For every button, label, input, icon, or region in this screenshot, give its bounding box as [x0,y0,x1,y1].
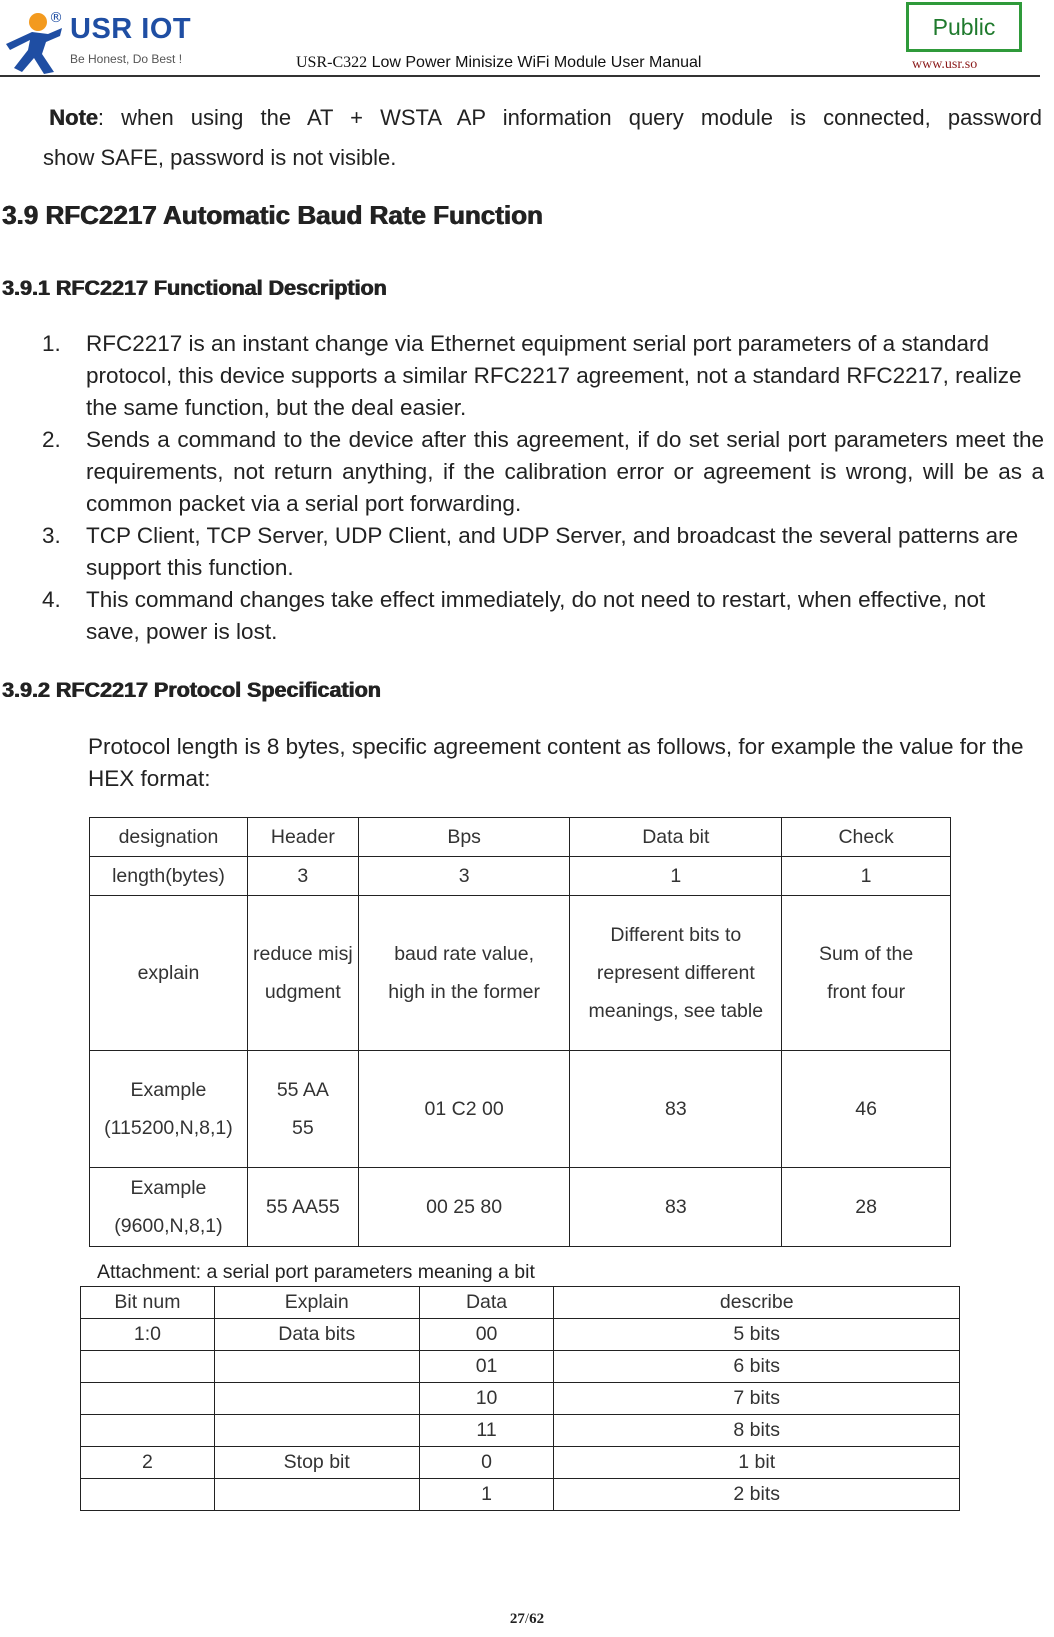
note-line-2: show SAFE, password is not visible. [43,145,397,170]
table-header-row [81,1287,960,1319]
current-page: 27 [509,1611,525,1627]
subsection-heading-functional: 3.9.1 RFC2217 Functional Description [2,276,387,300]
header-cell: Data [419,1287,554,1319]
brand-slogan: Be Honest, Do Best ! [70,52,183,66]
manual-title: Low Power Minisize WiFi Module User Manual [371,54,702,71]
table-cell: 10 [419,1383,554,1415]
table-cell [81,1415,215,1447]
header-cell: Explain [214,1287,419,1319]
header-cell: Data bit [570,818,782,857]
page-header [0,0,1054,80]
section-heading: 3.9 RFC2217 Automatic Baud Rate Function [2,200,543,230]
note-paragraph [43,98,1042,178]
model-number: USR-C322 [296,54,368,71]
description-list [42,328,1044,648]
table-cell: 1:0 [81,1319,215,1351]
table-cell: 11 [419,1415,554,1447]
table-cell: 46 [782,1051,951,1168]
protocol-intro: Protocol length is 8 bytes, specific agreement content as follows, for example the value for the HEX format: [88,734,1024,791]
table-row [90,857,951,896]
header-cell: Bps [358,818,570,857]
table-cell: 2 [81,1447,215,1479]
table-cell: Example (115200,N,8,1) [90,1051,248,1168]
table-cell [214,1479,419,1511]
table-row [90,1168,951,1247]
brand-name: USR IOT [70,13,192,45]
header-cell: describe [554,1287,960,1319]
list-item-number: 2. [42,427,61,452]
table-cell: 83 [570,1168,782,1247]
table-cell [214,1415,419,1447]
table-cell: length(bytes) [90,857,248,896]
public-badge: Public [906,2,1022,52]
table-cell: 5 bits [554,1319,960,1351]
table-cell [81,1383,215,1415]
table-header-row [90,818,951,857]
table-cell: 55 AA55 [247,1168,358,1247]
table-cell: 01 [419,1351,554,1383]
table-cell: Different bits to represent different meanings, see table [570,896,782,1051]
table-cell: 1 [419,1479,554,1511]
page-separator: / [524,1611,530,1627]
list-item-text: Sends a command to the device after this agreement, if do set serial port parameters meet the requirements, not return anything, if the calibration error or agreement is wrong, will be as a common packet via a serial port forwarding. [86,427,1044,516]
serial-parameter-table [80,1286,960,1511]
list-item [42,520,1044,584]
table-cell [214,1351,419,1383]
table-cell: 1 [570,857,782,896]
subsection-heading-protocol: 3.9.2 RFC2217 Protocol Specification [2,678,381,702]
table-row [81,1383,960,1415]
note-text-1: : when using the AT + WSTA AP information query module is connected, password [97,105,1042,130]
list-item [42,328,1044,424]
table-cell: 0 [419,1447,554,1479]
usr-iot-logo [2,6,202,76]
table-row [81,1319,960,1351]
website-url: www.usr.so [912,57,978,72]
attachment-caption: Attachment: a serial port parameters meaning a bit [97,1261,535,1283]
list-item-text: This command changes take effect immediately, do not need to restart, when effective, not save, power is lost. [86,587,986,644]
table-cell [214,1383,419,1415]
note-line-1 [49,98,1042,138]
list-item [42,424,1044,520]
table-cell: explain [90,896,248,1051]
table-cell: Stop bit [214,1447,419,1479]
table-row [81,1447,960,1479]
table-cell: 1 [782,857,951,896]
table-cell: Data bits [214,1319,419,1351]
table-cell: 83 [570,1051,782,1168]
table-cell: 00 25 80 [358,1168,570,1247]
table-row [90,1051,951,1168]
total-pages: 62 [529,1611,545,1627]
protocol-table [89,817,951,1247]
header-cell: Header [247,818,358,857]
list-item-number: 4. [42,587,61,612]
table-cell: Example (9600,N,8,1) [90,1168,248,1247]
table-cell: 8 bits [554,1415,960,1447]
table-cell: 28 [782,1168,951,1247]
table-row [81,1415,960,1447]
table-row [81,1479,960,1511]
header-cell: Bit num [81,1287,215,1319]
list-item-number: 1. [42,331,61,356]
table-cell [81,1351,215,1383]
list-item-text: RFC2217 is an instant change via Ethernet equipment serial port parameters of a standard protocol, this device supports a similar RFC2217 agreement, not a standard RFC2217, realize the same function, but the deal easier. [86,331,1022,420]
table-cell: 7 bits [554,1383,960,1415]
table-cell: 3 [358,857,570,896]
table-cell: reduce misjudgment [247,896,358,1051]
header-divider [0,75,1040,77]
table-row [90,896,951,1051]
header-cell: designation [90,818,248,857]
list-item [42,584,1044,648]
list-item-number: 3. [42,523,61,548]
table-cell [81,1479,215,1511]
table-cell: 00 [419,1319,554,1351]
note-label: Note [49,105,98,130]
table-cell: Sum of the front four [782,896,951,1051]
table-cell: baud rate value, high in the former [358,896,570,1051]
page-number [0,1611,1054,1628]
header-cell: Check [782,818,951,857]
table-cell: 3 [247,857,358,896]
table-cell: 6 bits [554,1351,960,1383]
table-cell: 1 bit [554,1447,960,1479]
registered-mark: ® [49,10,63,26]
document-title [296,54,701,72]
list-item-text: TCP Client, TCP Server, UDP Client, and UDP Server, and broadcast the several patterns are support this function. [86,523,1019,580]
table-cell: 55 AA 55 [247,1051,358,1168]
table-cell: 01 C2 00 [358,1051,570,1168]
table-cell: 2 bits [554,1479,960,1511]
table-row [81,1351,960,1383]
